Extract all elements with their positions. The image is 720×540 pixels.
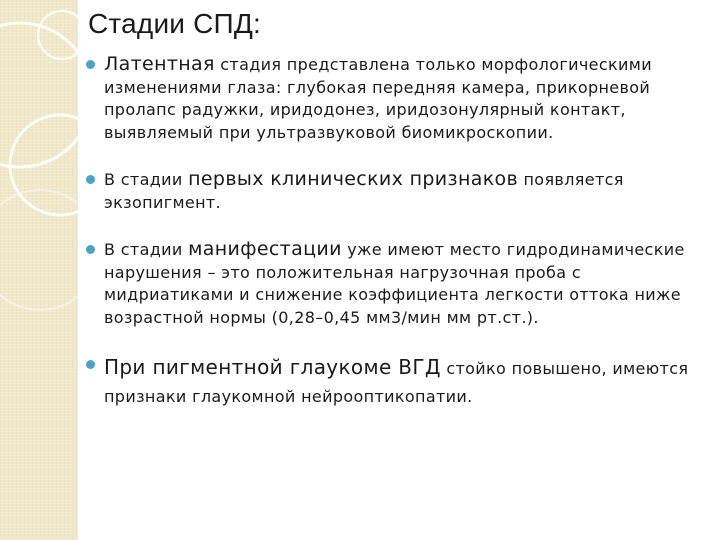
bullet-pigment-glaucoma <box>84 353 712 411</box>
bullet-dot-icon <box>86 175 95 184</box>
bullet-text: стадия представлена только морфологическими изменениями глаза: глубокая передняя камера, прикорневой пролапс радужки, иридодонез, иридозонулярный контакт, выявляемый при ультразвуковой биомикроскопии. <box>104 55 652 142</box>
bullet-text: стойко повышено, имеются признаки глаукомной нейрооптикопатии. <box>104 359 689 406</box>
bullet-lead: манифестации <box>188 238 342 260</box>
bullet-latent-stage <box>84 53 712 144</box>
bullet-lead: Латентная <box>104 53 215 75</box>
bullet-lead: первых клинических признаков <box>188 168 519 190</box>
bullet-text: уже имеют место гидродинамические нарушения – это положительная нагрузочная проба с мидриатиками и снижение коэффициента легкости оттока ниже возрастной нормы (0,28–0,45 мм3/мин мм рт.ст.). <box>104 240 685 327</box>
bullet-prefix: В стадии <box>104 240 189 259</box>
decorative-side-panel <box>0 0 78 540</box>
bullet-prefix: В стадии <box>104 170 189 189</box>
bullet-dot-icon <box>86 360 95 369</box>
bullet-dot-icon <box>86 245 95 254</box>
decorative-circles <box>0 0 78 540</box>
bullet-text: появляется экзопигмент. <box>104 170 624 212</box>
bullet-lead: При пигментной глаукоме ВГД <box>104 355 441 379</box>
bullet-manifest-stage <box>84 238 712 329</box>
bullet-first-signs-stage <box>84 168 712 214</box>
bullet-dot-icon <box>86 60 95 69</box>
bullet-list <box>84 50 712 411</box>
slide-title: Стадии СПД: <box>88 8 261 39</box>
